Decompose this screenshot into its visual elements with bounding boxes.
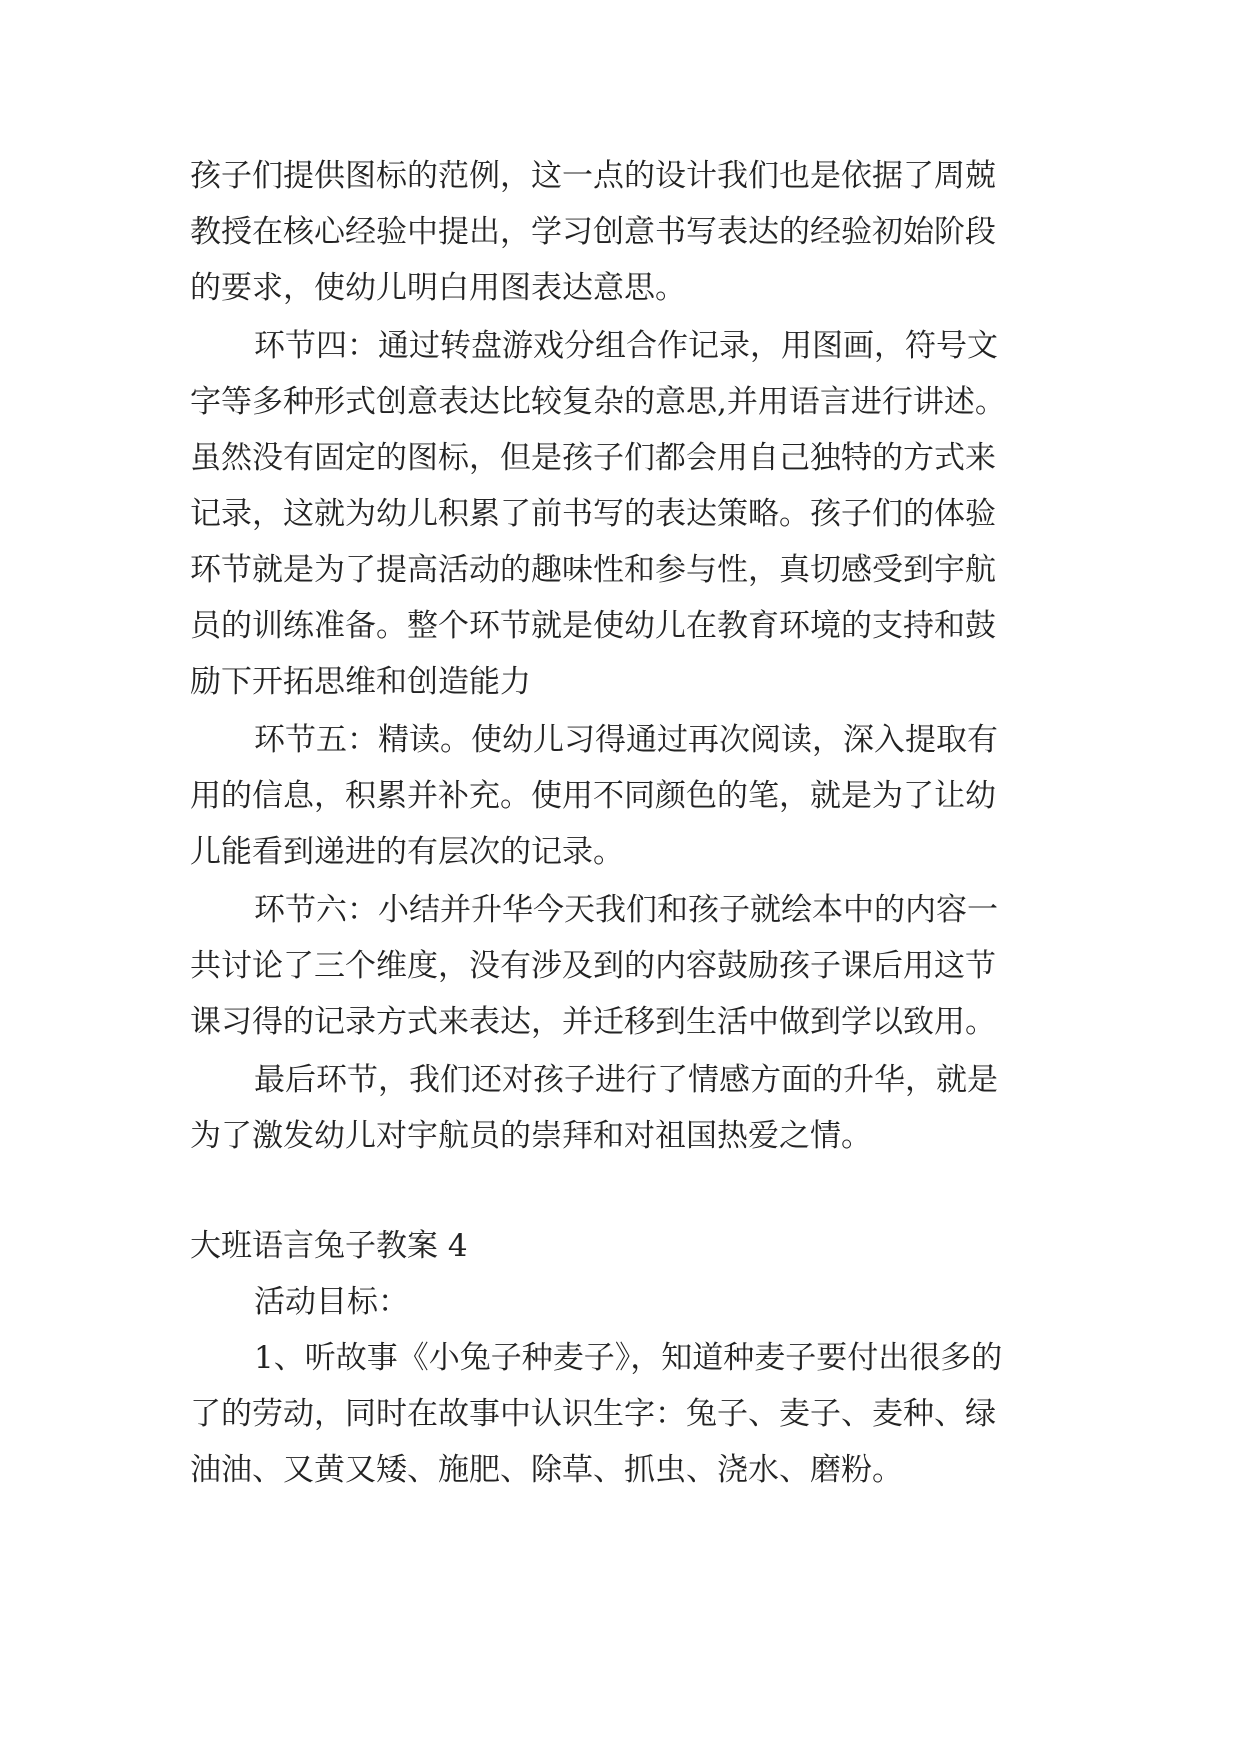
section-heading-line: 环节六：小结并升华今天我们和孩子就绘本中的内容一 <box>254 892 998 928</box>
body-text-line: 儿能看到递进的有层次的记录。 <box>190 834 624 870</box>
body-text-line: 孩子们提供图标的范例，这一点的设计我们也是依据了周兢 <box>190 158 996 194</box>
body-text-line: 字等多种形式创意表达比较复杂的意思,并用语言进行讲述。 <box>190 384 1006 420</box>
section-heading-line: 环节五：精读。使幼儿习得通过再次阅读，深入提取有 <box>254 722 998 758</box>
body-text-line: 1、听故事《小兔子种麦子》，知道种麦子要付出很多的 <box>254 1340 1003 1376</box>
body-text-line: 员的训练准备。整个环节就是使幼儿在教育环境的支持和鼓 <box>190 608 996 644</box>
body-text-line: 虽然没有固定的图标，但是孩子们都会用自己独特的方式来 <box>190 440 996 476</box>
body-text-line: 为了激发幼儿对宇航员的崇拜和对祖国热爱之情。 <box>190 1118 872 1154</box>
body-text-line: 的要求，使幼儿明白用图表达意思。 <box>190 270 686 306</box>
body-text-line: 课习得的记录方式来表达，并迁移到生活中做到学以致用。 <box>190 1004 996 1040</box>
body-text-line: 油油、又黄又矮、施肥、除草、抓虫、浇水、磨粉。 <box>190 1452 903 1488</box>
section-heading-line: 活动目标： <box>254 1284 409 1320</box>
body-text-line: 励下开拓思维和创造能力 <box>190 664 531 700</box>
body-text-line: 教授在核心经验中提出，学习创意书写表达的经验初始阶段 <box>190 214 996 250</box>
section-heading-line: 最后环节，我们还对孩子进行了情感方面的升华，就是 <box>254 1062 998 1098</box>
section-heading-line: 环节四：通过转盘游戏分组合作记录，用图画，符号文 <box>254 328 998 364</box>
document-title: 大班语言兔子教案 4 <box>190 1228 468 1264</box>
body-text-line: 环节就是为了提高活动的趣味性和参与性，真切感受到宇航 <box>190 552 996 588</box>
body-text-line: 共讨论了三个维度，没有涉及到的内容鼓励孩子课后用这节 <box>190 948 996 984</box>
body-text-line: 了的劳动，同时在故事中认识生字：兔子、麦子、麦种、绿 <box>190 1396 996 1432</box>
body-text-line: 记录，这就为幼儿积累了前书写的表达策略。孩子们的体验 <box>190 496 996 532</box>
body-text-line: 用的信息，积累并补充。使用不同颜色的笔，就是为了让幼 <box>190 778 996 814</box>
